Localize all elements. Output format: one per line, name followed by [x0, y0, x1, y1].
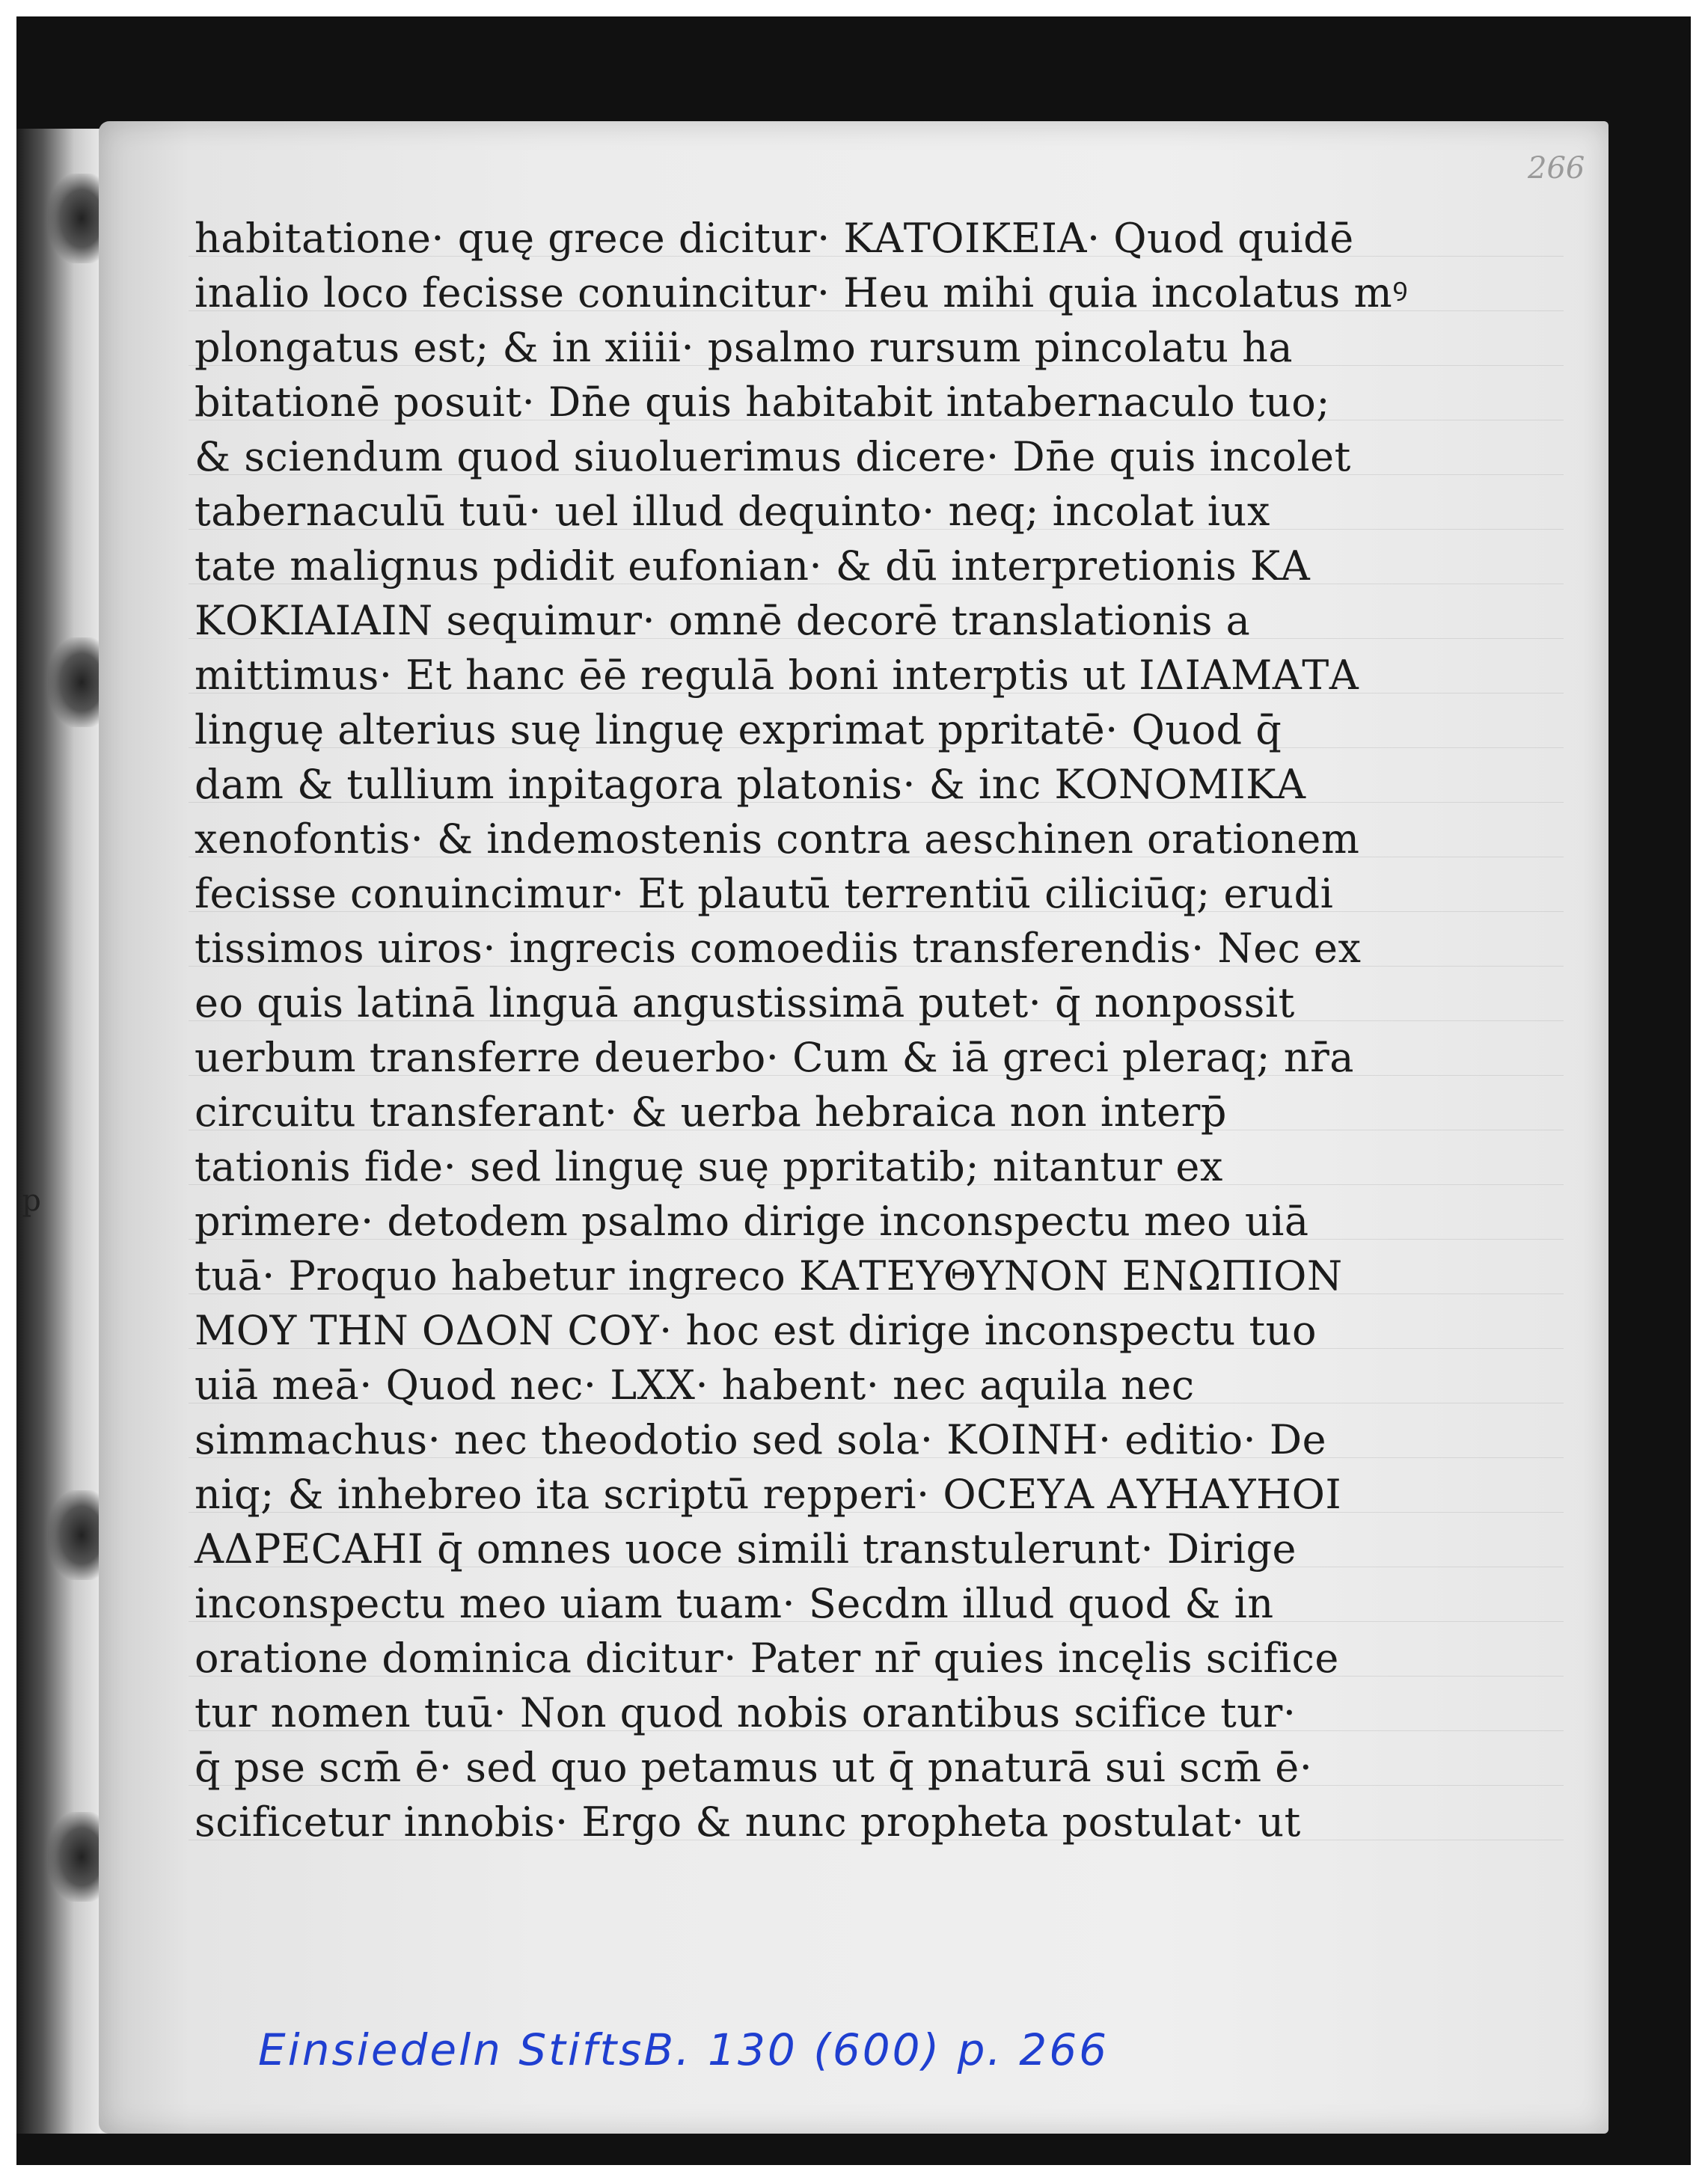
text-line: & sciendum quod siuoluerimus dicere· Dn̄e quis incolet [195, 433, 1351, 480]
text-line: linguę alterius suę linguę exprimat ppritatē· Quod q̄ [195, 706, 1282, 753]
text-line: plongatus est; & in xiiii· psalmo rursum pincolatu ha [195, 324, 1294, 371]
text-line: primere· detodem psalmo dirige inconspectu meo uiā [195, 1198, 1309, 1245]
manuscript-photograph [16, 16, 1691, 2165]
shelfmark-annotation: Einsiedeln StiftsB. 130 (600) p. 266 [258, 2024, 1109, 2075]
page-number: 266 [1528, 151, 1585, 186]
text-line: oratione dominica dicitur· Pater nr̄ quies incęlis scifice [195, 1635, 1339, 1682]
text-line: simmachus· nec theodotio sed sola· ΚΟΙΝΗ· editio· De [195, 1416, 1327, 1463]
text-line: scificetur innobis· Ergo & nunc propheta postulat· ut [195, 1798, 1301, 1846]
text-line: ΑΔΡΕϹΑΗΙ q̄ omnes uoce simili transtulerunt· Dirige [195, 1525, 1297, 1573]
text-line: eo quis latinā linguā angustissimā putet· q̄ nonpossit [195, 979, 1295, 1026]
text-line: xenofontis· & indemostenis contra aeschinen orationem [195, 815, 1360, 863]
text-line: q̄ pse scm̄ ē· sed quo petamus ut q̄ pnaturā sui scm̄ ē· [195, 1744, 1313, 1791]
text-line: tissimos uiros· ingrecis comoediis transferendis· Nec ex [195, 925, 1362, 972]
text-line: tur nomen tuū· Non quod nobis orantibus scifice tur· [195, 1689, 1297, 1736]
text-line: tate malignus pdidit eufonian· & dū interpretionis ΚΑ [195, 542, 1311, 590]
text-line: tuā· Proquo habetur ingreco ΚΑΤΕΥΘΥΝΟΝ ΕΝΩΠΙΟΝ [195, 1252, 1343, 1299]
text-line: bitationē posuit· Dn̄e quis habitabit intabernaculo tuo; [195, 379, 1330, 426]
text-line: circuitu transferant· & uerba hebraica non interp̄ [195, 1089, 1227, 1136]
margin-note: p [22, 1184, 41, 1218]
text-line: uerbum transferre deuerbo· Cum & iā greci pleraq; nr̄a [195, 1034, 1354, 1081]
text-line: mittimus· Et hanc ēē regulā boni interptis ut ΙΔΙΑΜΑΤΑ [195, 652, 1359, 699]
text-line: tabernaculū tuū· uel illud dequinto· neq; incolat iux [195, 488, 1270, 535]
manuscript-folio [99, 121, 1608, 2134]
text-line: ΜΟΥ ΤΗΝ ΟΔΟΝ ϹΟΥ· hoc est dirige inconspectu tuo [195, 1307, 1317, 1354]
text-line: fecisse conuincimur· Et plautū terrentiū ciliciūq; erudi [195, 870, 1334, 917]
text-line: dam & tullium inpitagora platonis· & inc ΚΟΝΟΜΙΚΑ [195, 761, 1306, 808]
text-line: inconspectu meo uiam tuam· Secdm illud quod & in [195, 1580, 1274, 1627]
text-line: ΚΟΚΙΑΙΑΙΝ sequimur· omnē decorē translationis a [195, 597, 1251, 644]
text-line: uiā meā· Quod nec· LXX· habent· nec aquila nec [195, 1362, 1195, 1409]
text-line: inalio loco fecisse conuincitur· Heu mihi quia incolatus mꝰ [195, 269, 1409, 316]
text-line: niq; & inhebreo ita scriptū repperi· ΟϹΕΥΑ ΑΥΗΑΥΗΟΙ [195, 1471, 1342, 1518]
text-line: habitatione· quę grece dicitur· ΚΑΤΟΙΚΕΙΑ· Quod quidē [195, 215, 1354, 262]
text-column [195, 211, 1601, 1849]
text-line: tationis fide· sed linguę suę ppritatib; nitantur ex [195, 1143, 1223, 1190]
